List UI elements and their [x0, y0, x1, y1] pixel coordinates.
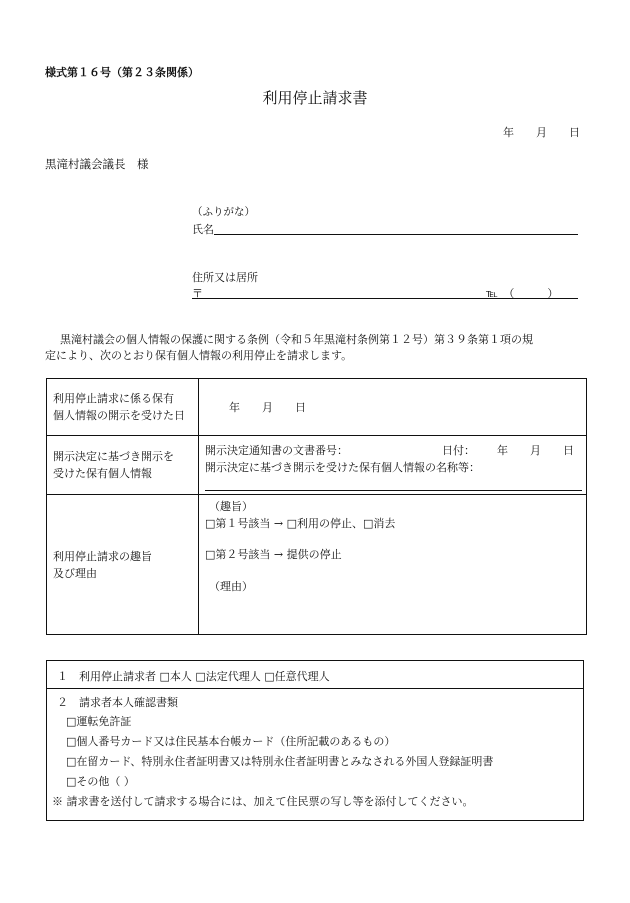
doc-date-label: 日付：: [442, 444, 475, 457]
id-doc-residence-card[interactable]: □在留カード、特別永住者証明書又は特別永住者証明書とみなされる外国人登録証明書: [66, 755, 494, 768]
note-text: ※ 請求書を送付して請求する場合には、加えて住民票の写し等を添付してください。: [52, 795, 474, 808]
divider: [47, 688, 583, 689]
id-docs-title: ２ 請求者本人確認書類: [57, 696, 178, 709]
label-line: 個人情報の開示を受けた日: [53, 409, 185, 422]
id-doc-other[interactable]: □その他（ ）: [66, 775, 135, 788]
label-line: 及び理由: [53, 566, 97, 580]
requester-line[interactable]: １ 利用停止請求者 □本人 □法定代理人 □任意代理人: [57, 670, 330, 683]
request-table: [46, 378, 587, 635]
reason-label: （理由）: [209, 580, 253, 593]
id-doc-drivers-license[interactable]: □運転免許証: [66, 715, 132, 728]
table-row-purpose-reason: [47, 495, 587, 635]
page-title: 利用停止請求書: [262, 89, 368, 107]
disclosed-info-name-field[interactable]: [205, 490, 582, 491]
intro-line-2: 定により、次のとおり保有個人情報の利用停止を請求します。: [45, 349, 353, 362]
address-field[interactable]: [192, 298, 578, 299]
disclosed-info-cell[interactable]: [199, 436, 587, 495]
tel-label: ℡ （ ）: [486, 287, 559, 300]
disclosed-info-label: [47, 436, 199, 495]
name-label: 氏名: [192, 223, 214, 236]
label-line: 利用停止請求の趣旨: [53, 549, 152, 563]
purpose-label: （趣旨）: [209, 500, 253, 513]
purpose-reason-cell[interactable]: [199, 495, 587, 635]
purpose-option-2[interactable]: □第２号該当 → 提供の停止: [205, 548, 342, 561]
requester-info-box: [46, 660, 584, 821]
table-row-disclosed-info: [47, 436, 587, 495]
doc-number-label: 開示決定通知書の文書番号：: [205, 444, 348, 457]
addressee: 黒滝村議会議長 様: [45, 157, 149, 171]
label-line: 受けた保有個人情報: [53, 467, 152, 480]
doc-date-value: 年 月 日: [497, 444, 574, 457]
label-line: 利用停止請求に係る保有: [53, 392, 174, 405]
intro-line-1: 黒滝村議会の個人情報の保護に関する条例（令和５年黒滝村条例第１２号）第３９条第１項の規: [60, 333, 533, 346]
disclosure-date-label: [47, 379, 199, 436]
label-line: 開示決定に基づき開示を: [53, 450, 174, 463]
purpose-option-1[interactable]: □第１号該当 → □利用の停止、□消去: [205, 517, 396, 530]
disclosed-info-name-label: 開示決定に基づき開示を受けた保有個人情報の名称等：: [205, 461, 480, 474]
id-doc-my-number-card[interactable]: □個人番号カード又は住民基本台帳カード（住所記載のあるもの）: [66, 735, 396, 748]
disclosure-date-value: 年 月 日: [229, 401, 306, 414]
address-label: 住所又は居所: [192, 271, 258, 284]
postal-mark: 〒: [192, 287, 203, 300]
table-row-disclosure-date: [47, 379, 587, 436]
date-line: 年 月 日: [503, 126, 580, 139]
form-number: 様式第１６号（第２３条関係）: [45, 66, 199, 79]
furigana-label: （ふりがな）: [192, 206, 255, 218]
disclosure-date-cell[interactable]: [199, 379, 587, 436]
name-field[interactable]: [214, 234, 578, 235]
purpose-reason-label: [47, 495, 199, 635]
